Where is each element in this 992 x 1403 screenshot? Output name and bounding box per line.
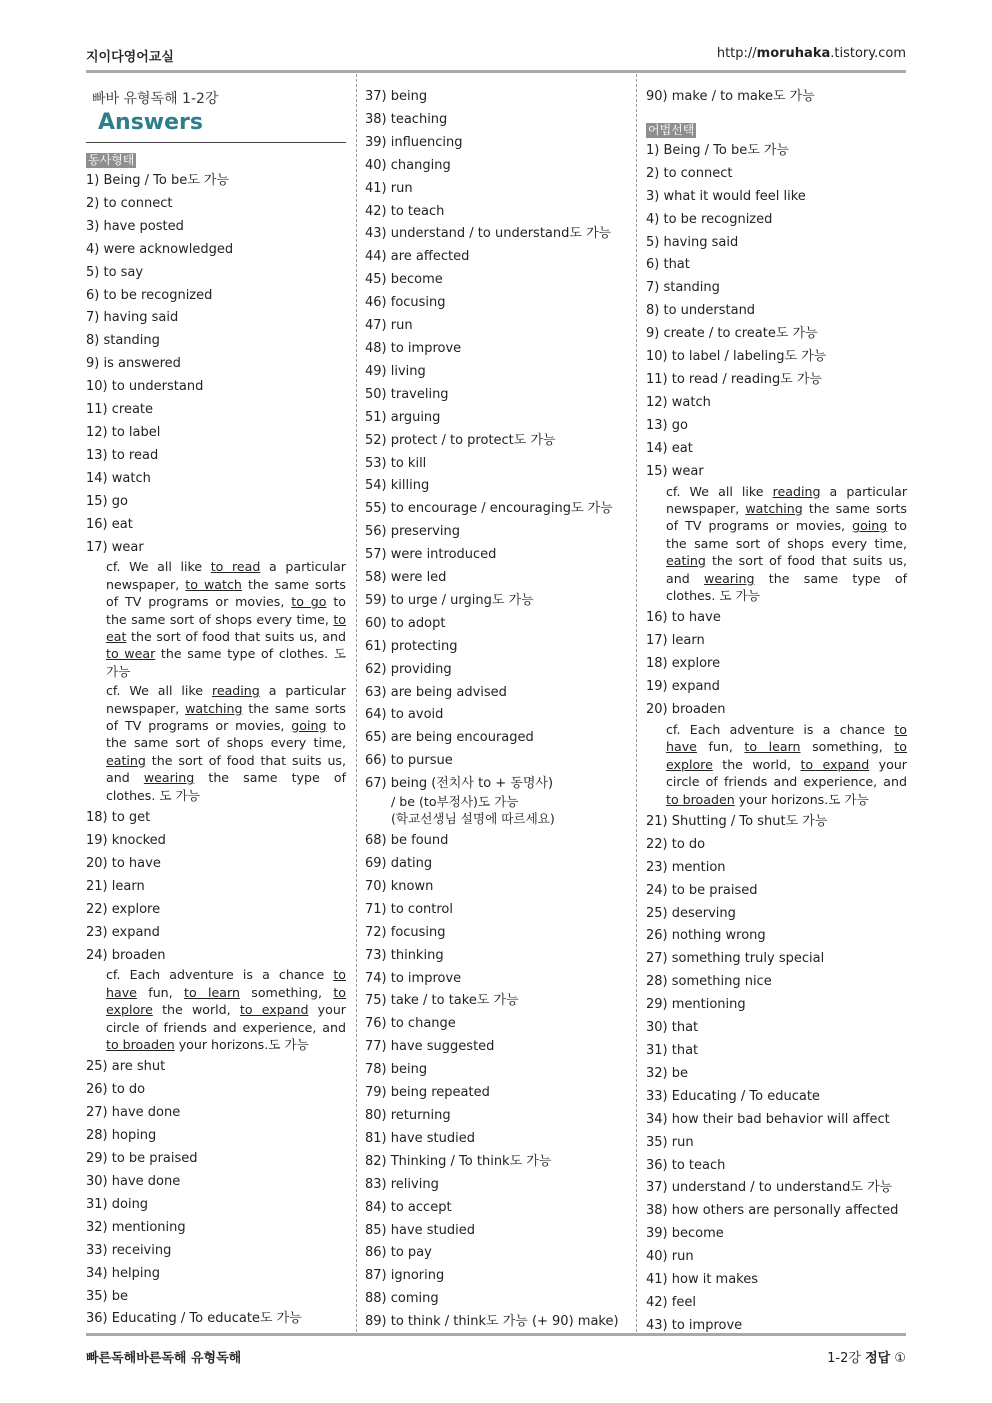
answer-item: 53) to kill [365, 455, 427, 471]
answer-item: 6) that [646, 257, 690, 273]
answer-item: 22) explore [86, 901, 161, 917]
answer-item: 28) something nice [646, 974, 772, 990]
answer-item: 90) make / to make도 가능 [646, 89, 815, 104]
note-adventure: cf. Each adventure is a chance to have fun, to learn something, to explore the world, to expand your circle of friends and experience, and to broaden your horizons.도 가능 [106, 967, 346, 1053]
answer-item: 45) become [365, 272, 443, 288]
answer-item: 19) expand [646, 679, 720, 695]
answer-item: 36) to teach [646, 1157, 726, 1173]
answer-item: 37) being [365, 89, 428, 104]
section-label-grammar-choice: 어법선택 [648, 122, 695, 137]
answer-item: 78) being [365, 1062, 428, 1078]
answer-item: 71) to control [365, 901, 453, 917]
answer-item: 34) how their bad behavior will affect [646, 1111, 890, 1127]
answer-item: 7) having said [86, 310, 179, 326]
answer-item: 40) run [646, 1249, 694, 1265]
column-3 [646, 86, 907, 1338]
answer-item: 57) were introduced [365, 547, 497, 563]
answer-item: 11) create [86, 402, 154, 418]
answer-item: 4) were acknowledged [86, 241, 234, 257]
answer-item: 30) have done [86, 1174, 181, 1189]
answer-item: 74) to improve [365, 970, 462, 986]
answer-item: 76) to change [365, 1016, 456, 1032]
answer-item: 35) be [86, 1288, 128, 1304]
answer-item: 60) to adopt [365, 615, 446, 631]
answer-item: 5) having said [646, 234, 739, 250]
answer-item: 8) to understand [646, 303, 756, 319]
answer-list-3 [646, 86, 907, 109]
answer-item: 1) Being / To be도 가능 [86, 173, 230, 188]
answer-item: 7) standing [646, 280, 720, 296]
answer-item: 55) to encourage / encouraging도 가능 [365, 501, 613, 517]
answer-item: 1) Being / To be도 가능 [646, 142, 790, 158]
answer-item: 27) have done [86, 1105, 181, 1121]
answer-item: 49) living [365, 363, 426, 379]
note-to-infinitive: cf. We all like to read a particular newspaper, to watch the same sorts of TV programs or movies, to go to the same sort of shops every time, to eat the sort of food that suits us, and to wear the same type of clothes. 도 가능 [106, 559, 347, 679]
answer-item: 47) run [365, 318, 413, 334]
column-divider-2 [636, 74, 637, 1332]
answer-item: 43) understand / to understand도 가능 [365, 226, 612, 242]
url-suffix: .tistory.com [830, 46, 906, 61]
answer-item: 82) Thinking / To think도 가능 [365, 1153, 552, 1169]
answer-item: 25) are shut [86, 1059, 166, 1075]
answer-item: 48) to improve [365, 340, 462, 356]
header-rule [86, 70, 906, 73]
url-domain: moruhaka [756, 46, 831, 61]
answer-item: 89) to think / think도 가능 (+ 90) make) [365, 1314, 619, 1330]
answer-item: 70) known [365, 878, 434, 894]
answer-item: 64) to avoid [365, 707, 444, 723]
note-adventure-grammar: cf. Each adventure is a chance to have fun, to learn something, to explore the world, to expand your circle of friends and experience, and to broaden your horizons.도 가능 [666, 721, 907, 807]
answer-list-grammar [646, 140, 907, 1338]
column-1 [86, 86, 346, 1331]
answer-item: 16) eat [86, 516, 133, 532]
answer-item: 67) being (전치사 to + 동명사) [365, 776, 554, 792]
answer-item: 46) focusing [365, 295, 446, 311]
answer-item: 65) are being encouraged [365, 730, 534, 746]
answer-item: 62) providing [365, 661, 452, 677]
answer-item: 40) changing [365, 157, 451, 173]
answer-item: 86) to pay [365, 1245, 432, 1261]
answer-item: 26) to do [86, 1082, 146, 1098]
answer-item: 39) influencing [365, 134, 463, 150]
answer-item: 21) Shutting / To shut도 가능 [646, 813, 828, 829]
answer-item: 80) returning [365, 1107, 451, 1123]
answer-item: 66) to pursue [365, 753, 453, 769]
answer-item: 33) receiving [86, 1242, 172, 1258]
answer-list-1 [86, 170, 346, 1331]
answer-item: 13) go [646, 417, 688, 433]
answer-list-2 [365, 86, 627, 1334]
answer-item: 18) to get [86, 810, 151, 826]
answer-item: 14) eat [646, 440, 693, 456]
answer-item: 44) are affected [365, 249, 470, 265]
answer-item: 2) to connect [646, 165, 733, 181]
answer-item: 12) watch [646, 394, 711, 410]
answer-item: 42) feel [646, 1294, 696, 1310]
answer-item: 31) doing [86, 1196, 149, 1212]
answer-item: 51) arguing [365, 409, 441, 425]
answer-item: 36) Educating / To educate도 가능 [86, 1311, 302, 1327]
answer-item: 21) learn [86, 878, 145, 894]
answer-item: 88) coming [365, 1291, 439, 1307]
answer-item: 26) nothing wrong [646, 928, 766, 944]
answer-item: 29) mentioning [646, 997, 746, 1013]
answer-item: 75) take / to take도 가능 [365, 993, 519, 1009]
answer-item: 30) that [646, 1020, 699, 1036]
url-prefix: http:// [716, 46, 757, 61]
answer-item: 25) deserving [646, 905, 736, 921]
answer-item: 3) have posted [86, 218, 184, 234]
answer-item: 28) hoping [86, 1128, 157, 1144]
answer-item: 6) to be recognized [86, 287, 213, 303]
answer-item: 87) ignoring [365, 1268, 445, 1284]
answer-item: 79) being repeated [365, 1085, 490, 1101]
title-rule [86, 142, 346, 143]
footer-page-label: 1-2강 정답 ① [827, 1351, 906, 1366]
answer-item: 3) what it would feel like [646, 188, 806, 204]
answer-item: 17) learn [646, 633, 705, 649]
footer-rule [86, 1333, 906, 1336]
answer-item: 16) to have [646, 610, 721, 626]
answer-item: 35) run [646, 1134, 694, 1150]
answer-item: 4) to be recognized [646, 211, 773, 227]
answer-item: 56) preserving [365, 524, 460, 540]
answer-item: 9) is answered [86, 356, 181, 372]
site-name: 지이다영어교실 [86, 50, 174, 65]
answer-item: 52) protect / to protect도 가능 [365, 432, 556, 448]
answer-item: 63) are being advised [365, 684, 507, 700]
answer-item: 15) go [86, 493, 128, 509]
answer-item: 69) dating [365, 856, 433, 871]
answer-item: 54) killing [365, 478, 430, 494]
site-url[interactable] [717, 46, 906, 61]
answer-item: 17) wear [86, 539, 144, 555]
answer-item: 58) were led [365, 570, 447, 586]
answer-item: 8) standing [86, 333, 160, 349]
answer-item: 83) reliving [365, 1176, 439, 1192]
answer-item: 38) teaching [365, 111, 448, 127]
column-2 [365, 86, 627, 1334]
answer-item: 23) expand [86, 924, 160, 940]
answer-item: 33) Educating / To educate [646, 1088, 820, 1104]
answer-item: 11) to read / reading도 가능 [646, 371, 823, 387]
answer-item: 41) run [365, 180, 413, 196]
answer-item: 32) be [646, 1065, 688, 1081]
answer-item: 27) something truly special [646, 951, 825, 967]
answer-item: 85) have studied [365, 1222, 475, 1238]
answer-item: 29) to be praised [86, 1151, 198, 1167]
answer-item: 61) protecting [365, 638, 458, 654]
answer-item: 19) knocked [86, 833, 166, 848]
answer-item: 20) broaden [646, 701, 726, 717]
answer-item: 68) be found [365, 833, 449, 849]
page-subtitle: 빠바 유형독해 1-2강 [92, 91, 219, 107]
answer-item: 5) to say [86, 264, 144, 280]
answer-item: 72) focusing [365, 924, 446, 940]
answer-item: 12) to label [86, 424, 161, 440]
answer-item: 13) to read [86, 447, 159, 463]
answer-item: 2) to connect [86, 195, 173, 211]
answer-item: 10) to understand [86, 379, 204, 395]
answer-item: 31) that [646, 1042, 699, 1058]
answer-item: 9) create / to create도 가능 [646, 326, 818, 342]
page-title: Answers [98, 110, 203, 135]
answer-item: 59) to urge / urging도 가능 [365, 592, 534, 608]
answer-item: 10) to label / labeling도 가능 [646, 349, 827, 365]
answer-item: 50) traveling [365, 386, 449, 402]
note-gerund-grammar: cf. We all like reading a particular newspaper, watching the same sorts of TV programs or movies, going to the same sort of shops every time, eating the sort of food that suits us, and wearing the same type of clothes. 도 가능 [666, 483, 907, 603]
answer-item: 24) broaden [86, 947, 166, 963]
note-gerund: cf. We all like reading a particular newspaper, watching the same sorts of TV programs or movies, going to the same sort of shops every time, eating the sort of food that suits us, and wearing the same type of clothes. 도 가능 [106, 683, 346, 803]
answer-item: 38) how others are personally affected [646, 1203, 899, 1219]
answer-item: 43) to improve [646, 1317, 743, 1333]
answer-item: 20) to have [86, 855, 161, 871]
answer-item: 23) mention [646, 859, 726, 875]
answer-item: 15) wear [646, 463, 704, 479]
answer-item: 73) thinking [365, 947, 444, 963]
answer-item: 18) explore [646, 656, 721, 672]
answer-item: 37) understand / to understand도 가능 [646, 1180, 893, 1196]
answer-item: 14) watch [86, 470, 151, 486]
answer-item: 81) have studied [365, 1130, 475, 1146]
answer-item: 77) have suggested [365, 1039, 495, 1055]
answer-item: 32) mentioning [86, 1219, 186, 1235]
answer-item: 84) to accept [365, 1199, 452, 1215]
note-item-67: / be (to부정사)도 가능 (학교선생님 설명에 따르세요) [391, 794, 555, 827]
answer-item: 24) to be praised [646, 882, 758, 898]
answer-item: 39) become [646, 1226, 724, 1242]
answer-item: 34) helping [86, 1265, 160, 1281]
answer-item: 42) to teach [365, 203, 445, 219]
answer-item: 41) how it makes [646, 1272, 759, 1288]
section-label-verb-form: 동사형태 [88, 153, 135, 167]
answer-item: 22) to do [646, 836, 706, 852]
column-divider-1 [356, 74, 357, 1332]
footer-book-title: 빠른독해바른독해 유형독해 [86, 1351, 242, 1366]
